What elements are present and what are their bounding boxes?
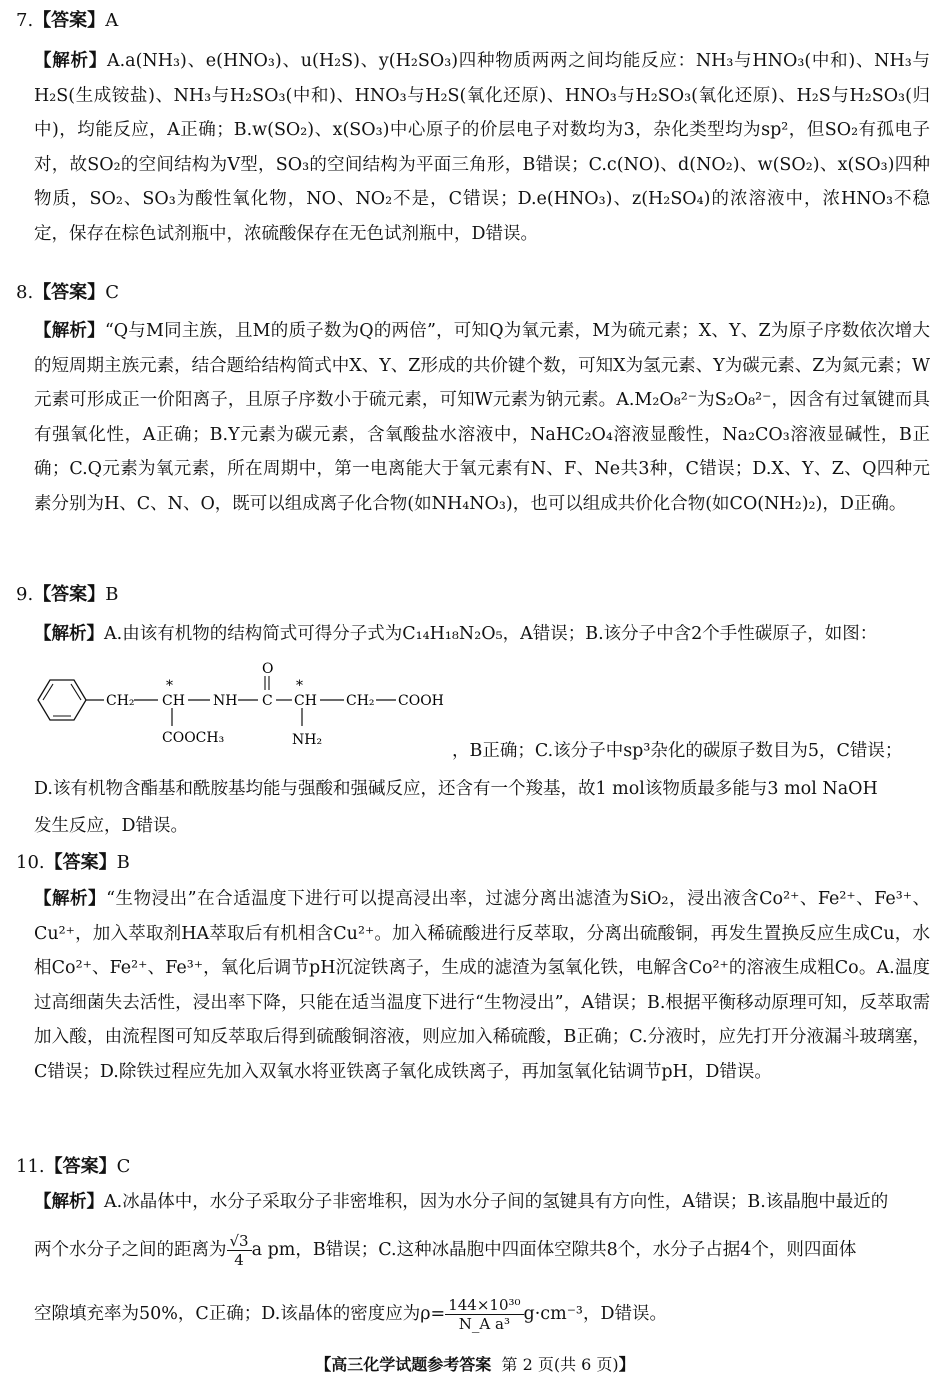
fraction-numerator: √3 bbox=[227, 1232, 252, 1251]
analysis-tag: 【解析】 bbox=[34, 1192, 104, 1212]
page-footer bbox=[0, 1352, 950, 1375]
question-9-header bbox=[16, 580, 118, 606]
answer-tag: 【答案】 bbox=[33, 10, 106, 31]
question-number: 10. bbox=[16, 852, 45, 873]
question-10-analysis bbox=[34, 882, 930, 1089]
answer-tag: 【答案】 bbox=[33, 282, 106, 303]
benzene-ring bbox=[38, 680, 86, 720]
analysis-tag: 【解析】 bbox=[34, 889, 107, 909]
fraction-denominator: 4 bbox=[234, 1251, 244, 1269]
benzene-bond-2 bbox=[71, 684, 81, 700]
analysis-tag: 【解析】 bbox=[34, 321, 105, 341]
molecule-structure bbox=[30, 656, 450, 746]
answer-value: C bbox=[105, 282, 119, 303]
question-8-analysis bbox=[34, 314, 930, 521]
group-o: O bbox=[262, 661, 274, 677]
analysis-text: a pm，B错误；C.这种冰晶胞中四面体空隙共8个，水分子占据4个，则四面体 bbox=[251, 1240, 857, 1260]
analysis-text: g·cm⁻³，D错误。 bbox=[523, 1304, 667, 1324]
analysis-text: 空隙填充率为50%，C正确；D.该晶体的密度应为ρ= bbox=[34, 1304, 446, 1324]
question-7-header bbox=[16, 6, 118, 32]
analysis-tag: 【解析】 bbox=[34, 51, 107, 71]
question-number: 7. bbox=[16, 10, 34, 31]
answer-tag: 【答案】 bbox=[44, 1156, 117, 1177]
fraction-distance bbox=[227, 1232, 252, 1269]
answer-value: B bbox=[105, 584, 119, 605]
analysis-text: A.a(NH₃)、e(HNO₃)、u(H₂S)、y(H₂SO₃)四种物质两两之间均能反应：NH₃与HNO₃(中和)、NH₃与H₂S(生成铵盐)、NH₃与H₂SO₃(中和)、HNO₃与H₂S(氧化还原)、HNO₃与H₂SO₃(氧化还原)、H₂S与H₂SO₃(归中)，均能反应，A正确；B.w(SO₂)、x(SO₃)中心原子的价层电子对数均为3，杂化类型均为sp²，但SO₂有孤电子对，故SO₂的空间结构为V型，SO₃的空间结构为平面三角形，B错误；C.c(NO)、d(NO₂)、w(SO₂)、x(SO₃)四种物质，SO₂、SO₃为酸性氧化物，NO、NO₂不是，C错误；D.e(HNO₃)、z(H₂SO₄)的浓溶液中，浓HNO₃不稳定，保存在棕色试剂瓶中，浓硫酸保存在无色试剂瓶中，D错误。 bbox=[34, 51, 931, 244]
question-number: 8. bbox=[16, 282, 34, 303]
group-nh2: NH₂ bbox=[292, 732, 323, 746]
analysis-text: 两个水分子之间的距离为 bbox=[34, 1240, 227, 1260]
footer-title: 高三化学试题参考答案 bbox=[331, 1355, 492, 1374]
group-cooch3: COOCH₃ bbox=[162, 730, 225, 746]
analysis-text: A.由该有机物的结构简式可得分子式为C₁₄H₁₈N₂O₅，A错误；B.该分子中含2个手性碳原子，如图： bbox=[104, 624, 878, 644]
answer-tag: 【答案】 bbox=[33, 584, 106, 605]
analysis-tag: 【解析】 bbox=[34, 624, 104, 644]
question-11-header bbox=[16, 1152, 130, 1178]
question-9-analysis-line1 bbox=[34, 620, 877, 645]
chiral-star-a: * bbox=[166, 678, 173, 694]
benzene-double-bonds bbox=[43, 684, 53, 700]
group-c: C bbox=[262, 693, 273, 709]
footer-bracket-right: 】 bbox=[618, 1355, 635, 1374]
group-ch2-b: CH₂ bbox=[346, 693, 375, 709]
footer-page-number: 第 2 页(共 6 页) bbox=[501, 1355, 619, 1374]
analysis-text: “生物浸出”在合适温度下进行可以提高浸出率，过滤分离出滤渣为SiO₂，浸出液含Co²⁺、Fe²⁺、Fe³⁺、Cu²⁺，加入萃取剂HA萃取后有机相含Cu²⁺。加入稀硫酸进行反萃取，分离出硫酸铜，再发生置换反应生成Cu，水相Co²⁺、Fe²⁺、Fe³⁺，氧化后调节pH沉淀铁离子，生成的滤渣为氢氧化铁，电解含Co²⁺的溶液生成粗Co。A.温度过高细菌失去活性，浸出率下降，只能在适当温度下进行“生物浸出”，A错误；B.根据平衡移动原理可知，反萃取需加入酸，由流程图可知反萃取后得到硫酸铜溶液，则应加入稀硫酸，B正确；C.分液时，应先打开分液漏斗玻璃塞，C错误；D.除铁过程应先加入双氧水将亚铁离子氧化成铁离子，再加氢氧化钴调节pH，D错误。 bbox=[34, 889, 931, 1082]
analysis-text: 发生反应，D错误。 bbox=[34, 816, 189, 836]
answer-value: C bbox=[116, 1156, 131, 1177]
fraction-numerator: 144×10³⁰ bbox=[445, 1296, 523, 1315]
question-9-analysis-line2 bbox=[452, 737, 902, 762]
group-ch-a: CH bbox=[162, 693, 185, 709]
group-nh: NH bbox=[213, 693, 238, 709]
question-10-header bbox=[16, 848, 130, 874]
question-9-analysis-line4 bbox=[34, 812, 188, 837]
question-8-header bbox=[16, 278, 119, 304]
answer-tag: 【答案】 bbox=[44, 852, 117, 873]
group-cooh: COOH bbox=[398, 693, 444, 709]
group-ch2-a: CH₂ bbox=[106, 693, 135, 709]
chiral-star-b: * bbox=[296, 678, 303, 694]
question-9-analysis-line3 bbox=[34, 775, 878, 800]
question-number: 9. bbox=[16, 584, 34, 605]
question-11-analysis-line2 bbox=[34, 1232, 856, 1269]
analysis-text: ，B正确；C.该分子中sp³杂化的碳原子数目为5，C错误； bbox=[452, 741, 903, 761]
question-number: 11. bbox=[16, 1156, 45, 1177]
footer-bracket-left: 【 bbox=[315, 1355, 332, 1374]
question-11-analysis-line3 bbox=[34, 1296, 667, 1333]
analysis-text: “Q与M同主族，且M的质子数为Q的两倍”，可知Q为氧元素，M为硫元素；X、Y、Z为原子序数依次增大的短周期主族元素，结合题给结构简式中X、Y、Z形成的共价键个数，可知X为氢元素、Y为碳元素、Z为氮元素；W元素可形成正一价阳离子，且原子序数小于硫元素，可知W元素为钠元素。A.M₂O₈²⁻为S₂O₈²⁻，因含有过氧键而具有强氧化性，A正确；B.Y元素为碳元素，含氧酸盐水溶液中，NaHC₂O₄溶液显酸性，Na₂CO₃溶液显碱性，B正确；C.Q元素为氧元素，所在周期中，第一电离能大于氧元素有N、F、Ne共3种，C错误；D.X、Y、Z、Q四种元素分别为H、C、N、O，既可以组成离子化合物(如NH₄NO₃)，也可以组成共价化合物(如CO(NH₂)₂)，D正确。 bbox=[34, 321, 930, 514]
question-7-analysis bbox=[34, 44, 930, 251]
fraction-denominator: N_A a³ bbox=[458, 1315, 510, 1333]
group-ch-b: CH bbox=[294, 693, 317, 709]
question-11-analysis-line1 bbox=[34, 1188, 888, 1213]
analysis-text: D.该有机物含酯基和酰胺基均能与强酸和强碱反应，还含有一个羧基，故1 mol该物质最多能与3 mol NaOH bbox=[34, 779, 878, 799]
analysis-text: A.冰晶体中，水分子采取分子非密堆积，因为水分子间的氢键具有方向性，A错误；B.该晶胞中最近的 bbox=[104, 1192, 889, 1212]
fraction-density bbox=[445, 1296, 523, 1333]
answer-value: B bbox=[116, 852, 130, 873]
answer-value: A bbox=[105, 10, 119, 31]
